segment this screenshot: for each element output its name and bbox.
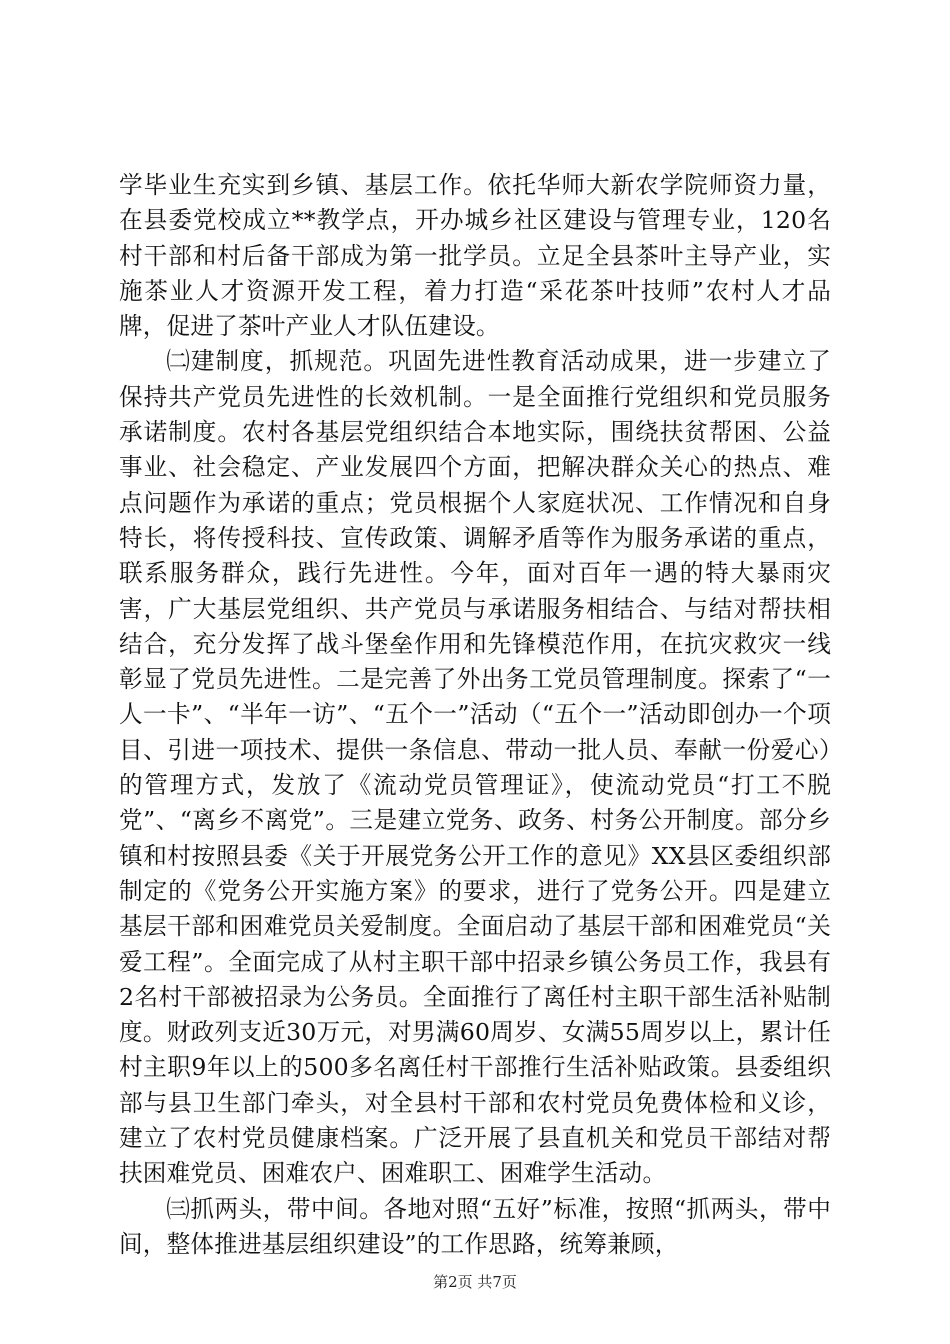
document-body [119,168,831,1262]
paragraph-continuation: 学毕业生充实到乡镇、基层工作。依托华师大新农学院师资力量，在县委党校成立**教学点，开办城乡社区建设与管理专业，120名村干部和村后备干部成为第一批学员。立足全县茶叶主导产业，实施茶业人才资源开发工程，着力打造“采花茶叶技师”农村人才品牌，促进了茶叶产业人才队伍建设。 [119,171,831,341]
paragraph-section-2: ㈡建制度，抓规范。巩固先进性教育活动成果，进一步建立了保持共产党员先进性的长效机制。一是全面推行党组织和党员服务承诺制度。农村各基层党组织结合本地实际，围绕扶贫帮困、公益事业、社会稳定、产业发展四个方面，把解决群众关心的热点、难点问题作为承诺的重点；党员根据个人家庭状况、工作情况和自身特长，将传授科技、宣传政策、调解矛盾等作为服务承诺的重点，联系服务群众，践行先进性。今年，面对百年一遇的特大暴雨灾害，广大基层党组织、共产党员与承诺服务相结合、与结对帮扶相结合，充分发挥了战斗堡垒作用和先锋模范作用，在抗灾救灾一线彰显了党员先进性。二是完善了外出务工党员管理制度。探索了“一人一卡”、“半年一访”、“五个一”活动（“五个一”活动即创办一个项目、引进一项技术、提供一条信息、带动一批人员、奉献一份爱心）的管理方式，发放了《流动党员管理证》，使流动党员“打工不脱党”、“离乡不离党”。三是建立党务、政务、村务公开制度。部分乡镇和村按照县委《关于开展党务公开工作的意见》XX县区委组织部制定的《党务公开实施方案》的要求，进行了党务公开。四是建立基层干部和困难党员关爱制度。全面启动了基层干部和困难党员“关爱工程”。全面完成了从村主职干部中招录乡镇公务员工作，我县有2名村干部被招录为公务员。全面推行了离任村主职干部生活补贴制度。财政列支近30万元，对男满60周岁、女满55周岁以上，累计任村主职9年以上的500多名离任村干部推行生活补贴政策。县委组织部与县卫生部门牵头，对全县村干部和农村党员免费体检和义诊，建立了农村党员健康档案。广泛开展了县直机关和党员干部结对帮扶困难党员、困难农户、困难职工、困难学生活动。 [119,347,831,1188]
page-number-footer: 第2页 共7页 [433,1273,517,1291]
paragraph-section-3: ㈢抓两头，带中间。各地对照“五好”标准，按照“抓两头，带中间，整体推进基层组织建设”的工作思路，统筹兼顾， [119,1194,831,1258]
